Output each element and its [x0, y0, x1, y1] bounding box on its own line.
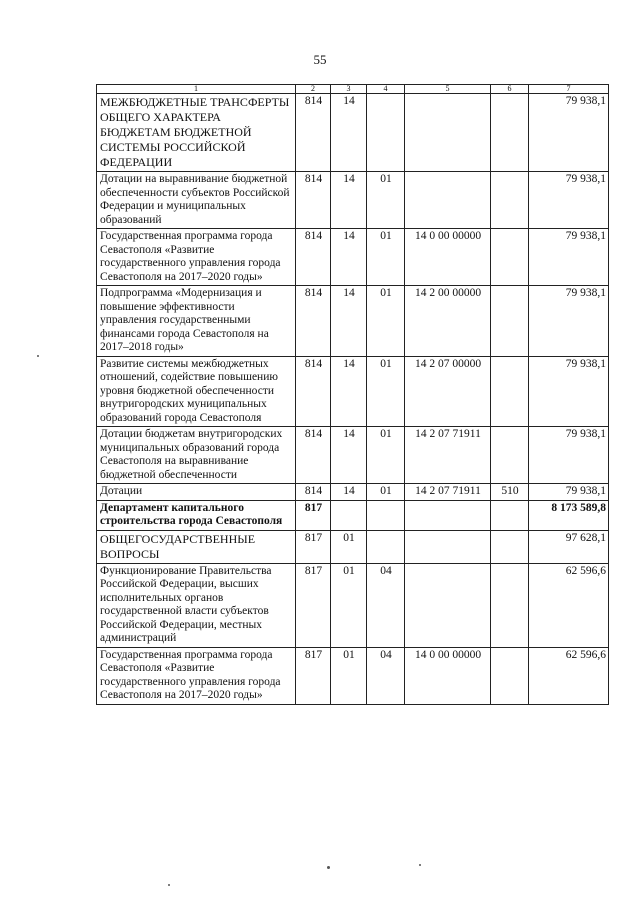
target-article-cell: 14 0 00 00000: [405, 647, 491, 704]
target-article-cell: 14 0 00 00000: [405, 229, 491, 286]
target-article-cell: 14 2 07 71911: [405, 427, 491, 484]
subsection-code-cell: 04: [367, 647, 405, 704]
amount-cell: 79 938,1: [529, 286, 609, 357]
table-row: [97, 484, 609, 501]
table-row: [97, 427, 609, 484]
subsection-code-cell: 01: [367, 484, 405, 501]
expense-type-cell: [491, 500, 529, 530]
grbs-code-cell: 817: [296, 500, 331, 530]
amount-cell: 79 938,1: [529, 94, 609, 172]
column-number: 2: [296, 85, 331, 94]
amount-cell: 79 938,1: [529, 427, 609, 484]
column-number: 7: [529, 85, 609, 94]
table-row: [97, 500, 609, 530]
section-code-cell: 14: [331, 172, 367, 229]
row-name-cell: Департамент капитального строительства города Севастополя: [97, 500, 296, 530]
amount-cell: 8 173 589,8: [529, 500, 609, 530]
grbs-code-cell: 814: [296, 94, 331, 172]
amount-cell: 62 596,6: [529, 647, 609, 704]
row-name-cell: Дотации бюджетам внутригородских муниципальных образований города Севастополя на выравнивание бюджетной обеспеченности: [97, 427, 296, 484]
row-name-cell: Государственная программа города Севастополя «Развитие государственного управления города Севастополя на 2017–2020 годы»: [97, 229, 296, 286]
table-row: [97, 356, 609, 427]
scan-speck: [327, 866, 330, 869]
grbs-code-cell: 817: [296, 647, 331, 704]
grbs-code-cell: 814: [296, 484, 331, 501]
column-number: 6: [491, 85, 529, 94]
subsection-code-cell: [367, 530, 405, 563]
column-number: 3: [331, 85, 367, 94]
row-name-cell: Дотации: [97, 484, 296, 501]
table-row: [97, 229, 609, 286]
expense-type-cell: [491, 563, 529, 647]
section-code-cell: 14: [331, 427, 367, 484]
expense-type-cell: [491, 530, 529, 563]
table-row: [97, 647, 609, 704]
section-code-cell: 01: [331, 647, 367, 704]
table-row: [97, 94, 609, 172]
table-row: [97, 172, 609, 229]
column-number-row: [97, 85, 609, 94]
page-number: 55: [313, 52, 327, 67]
table-body: [97, 94, 609, 705]
grbs-code-cell: 814: [296, 427, 331, 484]
subsection-code-cell: 01: [367, 172, 405, 229]
subsection-code-cell: [367, 500, 405, 530]
grbs-code-cell: 814: [296, 286, 331, 357]
section-code-cell: 14: [331, 229, 367, 286]
budget-table: [96, 84, 609, 705]
subsection-code-cell: 01: [367, 229, 405, 286]
amount-cell: 79 938,1: [529, 484, 609, 501]
grbs-code-cell: 814: [296, 229, 331, 286]
column-number: 4: [367, 85, 405, 94]
row-name-cell: Государственная программа города Севастополя «Развитие государственного управления города Севастополя на 2017–2020 годы»: [97, 647, 296, 704]
amount-cell: 62 596,6: [529, 563, 609, 647]
amount-cell: 79 938,1: [529, 356, 609, 427]
scan-speck: [168, 884, 170, 886]
grbs-code-cell: 814: [296, 172, 331, 229]
expense-type-cell: [491, 172, 529, 229]
section-code-cell: [331, 500, 367, 530]
scan-speck: [37, 355, 39, 357]
subsection-code-cell: 04: [367, 563, 405, 647]
section-code-cell: 01: [331, 530, 367, 563]
table-row: [97, 286, 609, 357]
row-name-cell: Функционирование Правительства Российской Федерации, высших исполнительных органов государственной власти субъектов Российской Федерации, местных администраций: [97, 563, 296, 647]
subsection-code-cell: 01: [367, 356, 405, 427]
target-article-cell: 14 2 00 00000: [405, 286, 491, 357]
expense-type-cell: [491, 94, 529, 172]
subsection-code-cell: [367, 94, 405, 172]
section-code-cell: 14: [331, 286, 367, 357]
target-article-cell: [405, 94, 491, 172]
target-article-cell: [405, 563, 491, 647]
scan-speck: [419, 864, 421, 866]
subsection-code-cell: 01: [367, 286, 405, 357]
row-name-cell: Развитие системы межбюджетных отношений, содействие повышению уровня бюджетной обеспеченности внутригородских муниципальных образований города Севастополя: [97, 356, 296, 427]
expense-type-cell: [491, 229, 529, 286]
target-article-cell: [405, 500, 491, 530]
column-number: 1: [97, 85, 296, 94]
row-name-cell: Дотации на выравнивание бюджетной обеспеченности субъектов Российской Федерации и муниципальных образований: [97, 172, 296, 229]
expense-type-cell: 510: [491, 484, 529, 501]
grbs-code-cell: 817: [296, 563, 331, 647]
grbs-code-cell: 817: [296, 530, 331, 563]
row-name-cell: ОБЩЕГОСУДАРСТВЕННЫЕ ВОПРОСЫ: [97, 530, 296, 563]
row-name-cell: Подпрограмма «Модернизация и повышение эффективности управления государственными финансами города Севастополя на 2017–2018 годы»: [97, 286, 296, 357]
target-article-cell: [405, 530, 491, 563]
expense-type-cell: [491, 286, 529, 357]
section-code-cell: 14: [331, 356, 367, 427]
amount-cell: 79 938,1: [529, 229, 609, 286]
amount-cell: 79 938,1: [529, 172, 609, 229]
target-article-cell: 14 2 07 71911: [405, 484, 491, 501]
section-code-cell: 14: [331, 94, 367, 172]
expense-type-cell: [491, 427, 529, 484]
grbs-code-cell: 814: [296, 356, 331, 427]
section-code-cell: 14: [331, 484, 367, 501]
table-row: [97, 530, 609, 563]
section-code-cell: 01: [331, 563, 367, 647]
subsection-code-cell: 01: [367, 427, 405, 484]
expense-type-cell: [491, 356, 529, 427]
table-row: [97, 563, 609, 647]
column-number: 5: [405, 85, 491, 94]
row-name-cell: МЕЖБЮДЖЕТНЫЕ ТРАНСФЕРТЫ ОБЩЕГО ХАРАКТЕРА БЮДЖЕТАМ БЮДЖЕТНОЙ СИСТЕМЫ РОССИЙСКОЙ ФЕДЕРАЦИИ: [97, 94, 296, 172]
target-article-cell: [405, 172, 491, 229]
expense-type-cell: [491, 647, 529, 704]
target-article-cell: 14 2 07 00000: [405, 356, 491, 427]
amount-cell: 97 628,1: [529, 530, 609, 563]
